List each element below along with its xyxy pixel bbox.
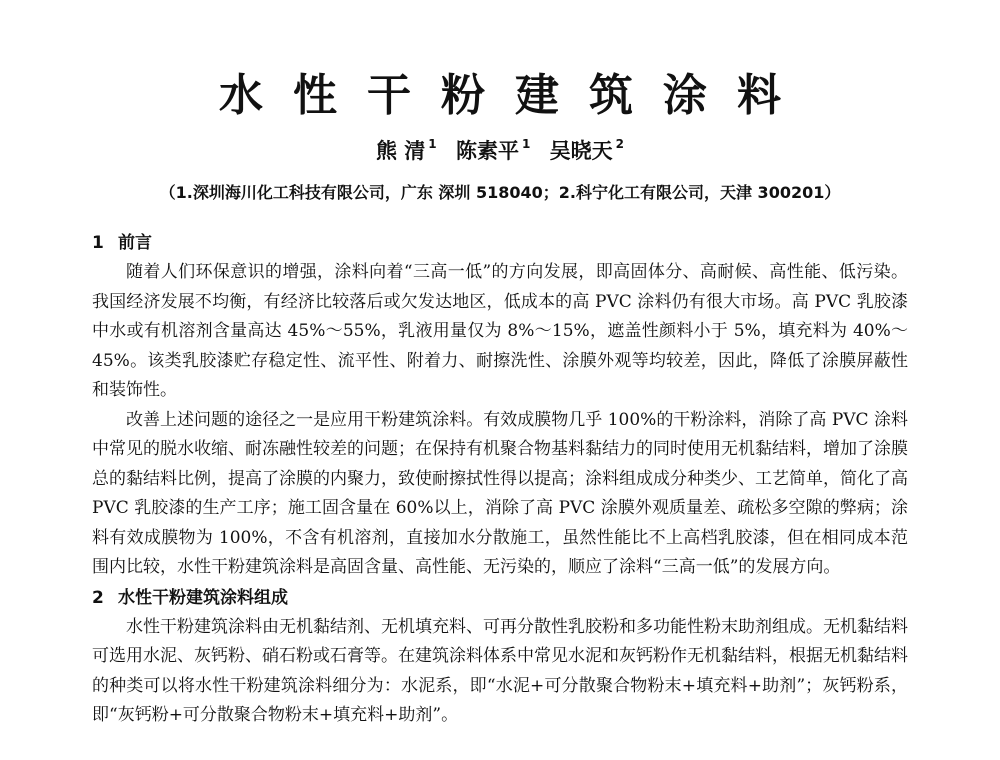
author-list — [0, 131, 1000, 166]
affiliation-mark: 1 — [521, 137, 531, 151]
paragraph: 水性干粉建筑涂料由无机黏结剂、无机填充料、可再分散性乳胶粉和多功能性粉末助剂组成。无机黏结料可选用水泥、灰钙粉、硝石粉或石膏等。在建筑涂料体系中常见水泥和灰钙粉作无机黏结料，根据无机黏结料的种类可以将水性干粉建筑涂料细分为：水泥系，即“水泥+可分散聚合物粉末+填充料+助剂”；灰钙粉系，即“灰钙粉+可分散聚合物粉末+填充料+助剂”。 — [92, 616, 908, 725]
section-title: 水性干粉建筑涂料组成 — [118, 587, 288, 608]
author — [456, 131, 530, 166]
affiliation: （1.深圳海川化工科技有限公司，广东 深圳 518040；2.科宁化工有限公司，天津 300201） — [159, 183, 841, 202]
section-number: 2 — [92, 587, 104, 608]
section-heading — [92, 583, 908, 613]
affiliation-mark: 1 — [428, 137, 437, 151]
author-name: 吴晓天 — [549, 139, 613, 163]
paragraph: 改善上述问题的途径之一是应用干粉建筑涂料。有效成膜物几乎 100%的干粉涂料，消除了高 PVC 涂料中常见的脱水收缩、耐冻融性较差的问题；在保持有机聚合物基料黏结力的同时使用无机黏结料，增加了涂膜总的黏结料比例，提高了涂膜的内聚力，致使耐擦拭性得以提高；涂料组成成分种类少、工艺简单，简化了高 PVC 乳胶漆的生产工序；施工固含量在 60%以上，消除了高 PVC 涂膜外观质量差、疏松多空隙的弊病；涂料有效成膜物为 100%，不含有机溶剂，直接加水分散施工，虽然性能比不上高档乳胶漆，但在相同成本范围内比较，水性干粉建筑涂料是高固含量、高性能、无污染的，顺应了涂料“三高一低”的发展方向。 — [92, 409, 908, 577]
author — [550, 131, 624, 166]
author — [376, 131, 437, 166]
affiliation-mark: 2 — [615, 137, 624, 151]
paragraph: 随着人们环保意识的增强，涂料向着“三高一低”的方向发展，即高固体分、高耐候、高性能、低污染。我国经济发展不均衡，有经济比较落后或欠发达地区，低成本的高 PVC 涂料仍有很大市场。高 PVC 乳胶漆中水或有机溶剂含量高达 45%～55%，乳液用量仅为 8%～15%，遮盖性颜料小于 5%，填充料为 40%～45%。该类乳胶漆贮存稳定性、流平性、附着力、耐擦洗性、涂膜外观等均较差，因此，降低了涂膜屏蔽性和装饰性。 — [92, 262, 908, 400]
section-heading — [92, 228, 908, 258]
body-text — [92, 228, 908, 731]
paper-title: 水性干粉建筑涂料 — [219, 70, 811, 121]
author-name: 陈素平 — [455, 139, 519, 163]
section-title: 前言 — [118, 233, 152, 253]
section-number: 1 — [92, 233, 104, 253]
author-name: 熊 清 — [375, 139, 426, 163]
